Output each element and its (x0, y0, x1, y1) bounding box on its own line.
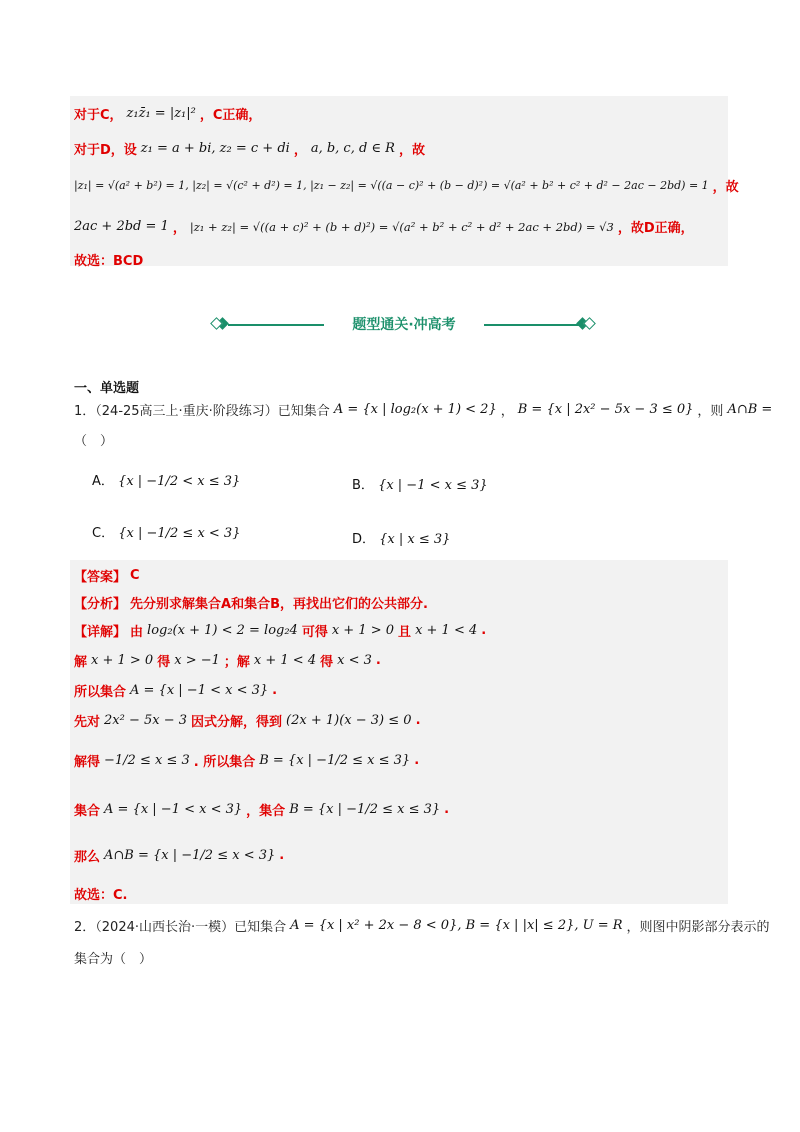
text: ， (172, 221, 186, 236)
q1-analysis (74, 593, 428, 612)
text: 故选：C. (74, 888, 128, 903)
q1-stem-suffix: ，则 (697, 404, 724, 419)
q1-option-a[interactable] (92, 470, 240, 489)
text: ，故D正确， (617, 221, 694, 236)
q1-option-c[interactable] (92, 522, 240, 541)
prev-solution-line-5 (74, 250, 143, 269)
q1-option-b[interactable] (352, 474, 488, 493)
text: 且 (398, 625, 412, 640)
detail-label: 【详解】 (74, 625, 127, 640)
q1-detail-line-8 (74, 884, 127, 903)
formula: log₂(x + 1) < 2 = log₂4 (147, 623, 298, 638)
text: . 所以集合 (193, 755, 256, 770)
answer-value: C (130, 568, 140, 583)
text: ， (293, 143, 307, 158)
formula: A∩B = {x | −1/2 ≤ x < 3} (104, 848, 276, 863)
text: . (481, 623, 487, 638)
q1-detail-line-2 (74, 651, 381, 670)
text: 对于D，设 (74, 143, 137, 158)
text: 解 (74, 655, 88, 670)
q1-set-a: A = {x | log₂(x + 1) < 2} (333, 402, 497, 417)
text: 先对 (74, 715, 101, 730)
text: ，故 (712, 180, 739, 195)
formula: (2x + 1)(x − 3) ≤ 0 (286, 713, 412, 728)
text: 那么 (74, 850, 101, 865)
q1-detail-line-7 (74, 846, 284, 865)
text: 集合 (74, 804, 101, 819)
text: 故选：BCD (74, 254, 144, 269)
answer-label: 【答案】 (74, 570, 127, 585)
text: . (375, 653, 381, 668)
q1-stem (74, 400, 772, 419)
prev-solution-line-2 (74, 139, 425, 158)
text: 解得 (74, 755, 101, 770)
q1-target: A∩B = (727, 402, 773, 417)
q1-detail-line-3 (74, 681, 277, 700)
text: ；解 (223, 655, 250, 670)
formula: x + 1 < 4 (415, 623, 478, 638)
text: ，C正确， (199, 108, 262, 123)
formula: a, b, c, d ∈ R (310, 141, 395, 156)
formula: 2ac + 2bd = 1 (74, 219, 169, 234)
text: 对于C， (74, 108, 123, 123)
option-value: {x | −1/2 < x ≤ 3} (118, 474, 241, 489)
formula: 2x² − 5x − 3 (104, 713, 188, 728)
formula: |z₁| = √(a² + b²) = 1, |z₂| = √(c² + d²) = 1, |z₁ − z₂| = √((a − c)² + (b − d)²) = √(a² + b² + c² + d² − 2ac − 2bd) = 1 (74, 179, 709, 192)
q1-detail-line-1 (74, 621, 486, 640)
prev-solution-line-3 (74, 176, 739, 195)
option-label: D． (352, 532, 376, 547)
q1-detail-line-4 (74, 711, 421, 730)
formula: z₁z̄₁ = |z₁|² (126, 106, 196, 121)
formula: B = {x | −1/2 ≤ x ≤ 3} (289, 802, 441, 817)
text: ，集合 (246, 804, 286, 819)
text: 由 (130, 625, 144, 640)
q1-detail-line-6 (74, 800, 449, 819)
formula: |z₁ + z₂| = √((a + c)² + (b + d)²) = √(a² + b² + c² + d² + 2ac + 2bd) = √3 (189, 219, 614, 234)
formula: x + 1 < 4 (253, 653, 317, 668)
formula: x + 1 > 0 (331, 623, 395, 638)
q2-stem-suffix: ，则图中阴影部分表示的 (626, 920, 770, 935)
text: 因式分解，得到 (191, 715, 283, 730)
formula: B = {x | −1/2 ≤ x ≤ 3} (259, 753, 411, 768)
text: 所以集合 (74, 685, 127, 700)
analysis-text: 先分别求解集合A和集合B，再找出它们的公共部分. (130, 597, 428, 612)
prev-solution-line-4 (74, 217, 694, 236)
q2-sets: A = {x | x² + 2x − 8 < 0}, B = {x | |x| ≤ 2}, U = R (290, 918, 623, 933)
q1-answer (74, 566, 140, 585)
q2-stem-line-2 (74, 948, 152, 967)
prev-solution-line-1 (74, 104, 261, 123)
option-value: {x | −1/2 ≤ x < 3} (118, 526, 241, 541)
option-label: C． (92, 526, 115, 541)
formula: x < 3 (337, 653, 372, 668)
option-label: B． (352, 478, 374, 493)
option-label: A． (92, 474, 114, 489)
text: 可得 (301, 625, 328, 640)
formula: x > −1 (174, 653, 220, 668)
formula: −1/2 ≤ x ≤ 3 (104, 753, 190, 768)
option-value: {x | −1 < x ≤ 3} (378, 478, 488, 493)
q1-option-d[interactable] (352, 528, 450, 547)
q1-paren (74, 430, 113, 449)
formula: x + 1 > 0 (91, 653, 154, 668)
divider (484, 324, 580, 326)
q1-set-b: B = {x | 2x² − 5x − 3 ≤ 0} (517, 402, 694, 417)
section-heading: 一、单选题 (74, 381, 140, 396)
text: ，故 (398, 143, 425, 158)
q2-line2-text: 集合为（ ） (74, 952, 153, 967)
option-value: {x | x ≤ 3} (379, 532, 451, 547)
text: . (414, 753, 420, 768)
analysis-label: 【分析】 (74, 597, 127, 612)
separator: ， (500, 404, 514, 419)
q1-detail-line-5 (74, 751, 419, 770)
text: . (415, 713, 421, 728)
formula: z₁ = a + bi, z₂ = c + di (140, 141, 290, 156)
text: . (444, 802, 450, 817)
banner-title: 题型通关·冲高考 (352, 317, 456, 333)
text: 得 (320, 655, 334, 670)
formula: A = {x | −1 < x < 3} (130, 683, 269, 698)
text: . (272, 683, 278, 698)
divider (228, 324, 324, 326)
q1-paren-text: （ ） (74, 434, 114, 449)
section-banner (212, 314, 596, 336)
text: 得 (157, 655, 171, 670)
text: . (279, 848, 285, 863)
q2-stem (74, 916, 770, 935)
q2-stem-prefix: 2．（2024·山西长治·一模）已知集合 (74, 920, 287, 935)
formula: A = {x | −1 < x < 3} (104, 802, 243, 817)
q1-stem-prefix: 1．（24-25高三上·重庆·阶段练习）已知集合 (74, 404, 330, 419)
